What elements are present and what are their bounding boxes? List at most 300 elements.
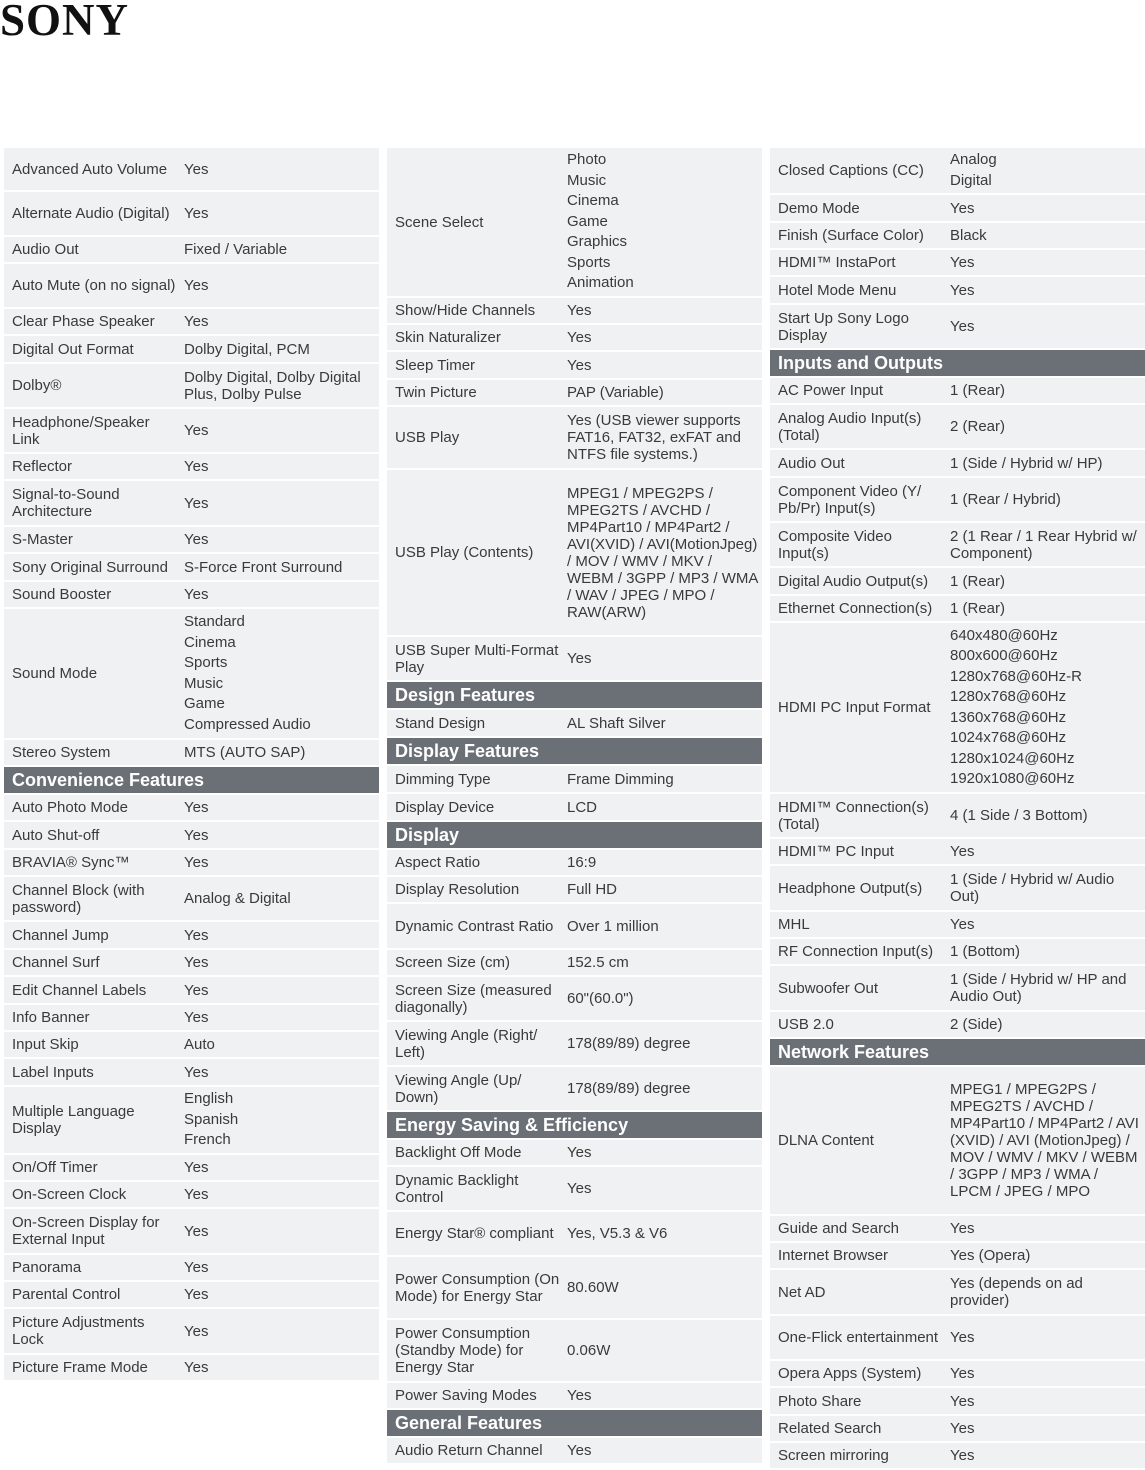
spec-row [770, 1316, 1145, 1361]
spec-value: Yes [184, 1286, 209, 1303]
spec-value-line: Digital [950, 171, 992, 189]
spec-label: USB Play [395, 429, 460, 446]
spec-row [4, 582, 379, 609]
spec-value: Dolby Digital, PCM [184, 340, 310, 358]
spec-label: Dynamic Contrast Ratio [395, 917, 554, 935]
spec-row [387, 407, 762, 470]
spec-label: Digital Audio Output(s) [778, 572, 929, 590]
spec-value: 16:9 [567, 854, 597, 871]
spec-row [387, 298, 762, 325]
spec-value: Yes [184, 160, 209, 178]
spec-label: Alternate Audio (Digital) [12, 205, 170, 222]
spec-value: Yes (USB viewer supports FAT16, FAT32, exFAT and NTFS file systems.) [567, 412, 741, 463]
spec-row [387, 1212, 762, 1257]
spec-value: Fixed / Variable [184, 241, 288, 258]
spec-label: Stand Design [395, 714, 486, 732]
spec-value: MTS (AUTO SAP) [184, 744, 306, 761]
spec-label: Advanced Auto Volume [12, 160, 168, 178]
spec-label: Related Search [778, 1420, 882, 1437]
spec-row [770, 794, 1145, 839]
section-header: Convenience Features [4, 767, 379, 795]
spec-row [770, 1388, 1145, 1416]
spec-label: On-Screen Display for External Input [12, 1214, 160, 1248]
spec-row [4, 1155, 379, 1182]
spec-value: Yes [184, 205, 209, 222]
spec-row [4, 309, 379, 336]
spec-value: Yes [184, 926, 209, 944]
spec-row [770, 405, 1145, 450]
spec-label: Info Banner [12, 1009, 90, 1026]
spec-value: Yes [184, 1063, 209, 1081]
spec-label: Opera Apps (System) [778, 1365, 922, 1382]
spec-label: Energy Star® compliant [395, 1225, 554, 1242]
spec-row [770, 568, 1145, 596]
spec-label: Sleep Timer [395, 356, 476, 374]
spec-label: HDMI™ Connection(s) (Total) [778, 798, 929, 833]
section-header: Design Features [387, 682, 762, 710]
spec-label: Finish (Surface Color) [778, 227, 924, 244]
spec-label: Dynamic Backlight Control [395, 1171, 519, 1206]
spec-value: Analog & Digital [184, 890, 291, 907]
sony-logo: SONY [0, 0, 130, 45]
spec-label: Display Resolution [395, 881, 520, 898]
spec-label: Sound Mode [12, 665, 98, 682]
spec-row [4, 1059, 379, 1087]
spec-row [387, 1257, 762, 1320]
spec-value: Frame Dimming [567, 770, 674, 788]
spec-value: Yes [567, 1144, 592, 1161]
spec-label: Backlight Off Mode [395, 1144, 522, 1161]
spec-row [770, 596, 1145, 623]
spec-value: Dolby Digital, Dolby Digital Plus, Dolby Pulse [184, 368, 361, 403]
spec-row [770, 378, 1145, 405]
spec-label: Auto Shut-off [12, 826, 100, 844]
spec-row [770, 148, 1145, 195]
spec-value-line: 1024x768@60Hz [950, 729, 1067, 746]
spec-value: Yes [184, 1259, 209, 1276]
spec-label: Power Consumption (Standby Mode) for Energy Star [395, 1325, 531, 1376]
spec-label: Composite Video Input(s) [778, 527, 892, 562]
spec-row [770, 866, 1145, 912]
spec-value: Yes [567, 302, 592, 319]
spec-label: Headphone Output(s) [778, 879, 923, 897]
spec-row [770, 912, 1145, 939]
spec-value: 80.60W [567, 1279, 619, 1296]
spec-value: Yes [567, 1442, 592, 1459]
spec-value-line: Standard [184, 613, 245, 630]
spec-label: Clear Phase Speaker [12, 313, 155, 330]
spec-value: 2 (Side) [950, 1016, 1003, 1033]
spec-row [4, 1087, 379, 1155]
spec-row [4, 1182, 379, 1209]
section-header: General Features [387, 1410, 762, 1438]
spec-row [387, 1438, 762, 1465]
spec-value: Yes [184, 313, 209, 330]
spec-row [387, 950, 762, 977]
spec-value-line: Cinema [184, 633, 236, 651]
spec-value: Yes [950, 1392, 975, 1410]
spec-label: Parental Control [12, 1286, 121, 1303]
spec-label: BRAVIA® Sync™ [12, 854, 130, 871]
spec-value: PAP (Variable) [567, 384, 664, 401]
spec-label: Audio Out [12, 241, 79, 258]
spec-row [4, 850, 379, 877]
spec-label: Channel Surf [12, 954, 100, 971]
section-header: Inputs and Outputs [770, 350, 1145, 378]
spec-row [770, 1243, 1145, 1270]
spec-value: S-Force Front Surround [184, 558, 343, 576]
spec-label: Start Up Sony Logo Display [778, 309, 909, 344]
spec-value: Black [950, 227, 987, 244]
spec-value-line: Sports [184, 654, 228, 671]
spec-label: Sony Original Surround [12, 558, 168, 576]
spec-label: Picture Adjustments Lock [12, 1314, 145, 1348]
spec-value: MPEG1 / MPEG2PS / MPEG2TS / AVCHD / MP4Part10 / MP4Part2 / AVI (XVID) / AVI (MotionJpeg) / MOV / WMV / MKV / WEBM / 3GPP / MP3 / WMA / LPCM / JPEG / MPO [950, 1081, 1139, 1200]
spec-value-line: Compressed Audio [184, 715, 311, 733]
spec-label: Panorama [12, 1259, 82, 1276]
spec-value: Yes [950, 281, 975, 299]
spec-row [4, 1355, 379, 1382]
spec-value: Yes [567, 650, 592, 667]
spec-value-line: Analog [950, 151, 997, 168]
spec-label: One-Flick entertainment [778, 1329, 939, 1346]
spec-row [387, 148, 762, 298]
spec-row [4, 922, 379, 950]
spec-row [770, 1270, 1145, 1316]
spec-row [770, 450, 1145, 478]
spec-label: Edit Channel Labels [12, 981, 147, 999]
spec-label: HDMI™ PC Input [778, 843, 894, 860]
spec-row [387, 850, 762, 877]
spec-value: 1 (Rear) [950, 600, 1006, 617]
spec-label: Show/Hide Channels [395, 302, 536, 319]
spec-row [4, 950, 379, 977]
spec-label: Reflector [12, 458, 73, 475]
spec-row [387, 380, 762, 407]
spec-label: Power Consumption (On Mode) for Energy Star [395, 1270, 560, 1305]
spec-row [4, 264, 379, 309]
spec-row [387, 1140, 762, 1167]
spec-value: Yes [184, 1159, 209, 1176]
spec-row [387, 637, 762, 682]
spec-label: Twin Picture [395, 384, 477, 401]
spec-value: Yes [950, 1365, 975, 1382]
section-header: Display Features [387, 738, 762, 766]
spec-label: Internet Browser [778, 1247, 889, 1264]
spec-row [4, 1255, 379, 1282]
spec-label: Viewing Angle (Right/ Left) [395, 1026, 538, 1061]
spec-value-line: 800x600@60Hz [950, 647, 1058, 664]
spec-row [770, 1416, 1145, 1443]
spec-label: Signal-to-Sound Architecture [12, 486, 120, 520]
spec-label: Screen Size (cm) [395, 954, 511, 971]
spec-value: Yes [184, 458, 209, 475]
spec-value: Yes [567, 329, 592, 346]
spec-value-line: 1280x768@60Hz-R [950, 667, 1082, 685]
spec-label: Scene Select [395, 213, 484, 231]
spec-label: Power Saving Modes [395, 1387, 537, 1404]
spec-row [770, 939, 1145, 966]
spec-value: Yes [184, 494, 209, 512]
spec-row [770, 195, 1145, 223]
spec-value: Yes [184, 422, 209, 439]
spec-row [4, 740, 379, 767]
spec-value: Yes [184, 531, 209, 548]
spec-value: 1 (Rear) [950, 382, 1006, 399]
spec-label: Screen mirroring [778, 1447, 889, 1464]
spec-row [387, 977, 762, 1022]
spec-value: Yes [950, 1447, 975, 1464]
spec-label: RF Connection Input(s) [778, 943, 934, 960]
spec-row [770, 523, 1145, 568]
spec-label: DLNA Content [778, 1132, 874, 1149]
spec-row [770, 478, 1145, 523]
spec-value-line: Music [184, 674, 224, 692]
spec-value: 1 (Side / Hybrid w/ Audio Out) [950, 871, 1115, 905]
spec-label: Aspect Ratio [395, 854, 481, 871]
spec-value: Yes [567, 1387, 592, 1404]
spec-label: Dolby® [12, 377, 62, 394]
spec-row [4, 237, 379, 264]
spec-value [184, 612, 379, 735]
spec-value: Yes [950, 254, 975, 271]
spec-row [4, 148, 379, 192]
spec-label: Closed Captions (CC) [778, 162, 924, 179]
spec-value: AL Shaft Silver [567, 714, 666, 732]
spec-label: Viewing Angle (Up/ Down) [395, 1071, 522, 1106]
spec-label: Channel Block (with password) [12, 881, 145, 916]
spec-row [4, 364, 379, 409]
spec-value-line: 1280x1024@60Hz [950, 749, 1075, 767]
spec-value: 1 (Rear / Hybrid) [950, 491, 1061, 508]
spec-value: Yes [950, 199, 975, 217]
spec-value: 1 (Side / Hybrid w/ HP and Audio Out) [950, 971, 1127, 1005]
spec-label: Stereo System [12, 744, 111, 761]
spec-value: Yes [950, 843, 975, 860]
spec-label: Audio Return Channel [395, 1442, 543, 1459]
spec-column-2 [387, 148, 762, 1465]
spec-value: Yes [184, 826, 209, 844]
spec-label: Display Device [395, 798, 495, 816]
spec-row [4, 1005, 379, 1032]
spec-value: 4 (1 Side / 3 Bottom) [950, 807, 1088, 824]
spec-label: USB 2.0 [778, 1016, 834, 1033]
spec-column-1 [4, 148, 379, 1382]
spec-value-line: 1920x1080@60Hz [950, 770, 1075, 787]
spec-value: 1 (Rear) [950, 572, 1006, 590]
spec-row [4, 481, 379, 527]
spec-value: Yes [184, 799, 209, 816]
spec-value: Yes [184, 1322, 209, 1340]
spec-value: 178(89/89) degree [567, 1080, 691, 1097]
spec-row [770, 1067, 1145, 1216]
spec-value: Full HD [567, 881, 618, 898]
spec-value-line: English [184, 1090, 234, 1108]
spec-label: MHL [778, 916, 810, 933]
spec-label: On/Off Timer [12, 1159, 98, 1176]
spec-row [387, 1022, 762, 1067]
spec-value: Yes [184, 1222, 209, 1240]
spec-label: Hotel Mode Menu [778, 281, 897, 299]
spec-row [770, 1216, 1145, 1243]
spec-value: Yes (Opera) [950, 1247, 1031, 1264]
spec-row [387, 710, 762, 738]
spec-value: Yes [567, 1180, 592, 1197]
spec-label: HDMI™ InstaPort [778, 254, 896, 271]
spec-row [4, 977, 379, 1005]
spec-value: Over 1 million [567, 917, 659, 935]
spec-label: Subwoofer Out [778, 979, 879, 997]
spec-label: Digital Out Format [12, 340, 134, 358]
spec-row [770, 223, 1145, 250]
spec-value: LCD [567, 798, 598, 816]
spec-label: Headphone/Speaker Link [12, 413, 150, 448]
spec-label: S-Master [12, 531, 73, 548]
spec-row [387, 1167, 762, 1212]
spec-label: Photo Share [778, 1392, 862, 1410]
spec-row [4, 1282, 379, 1309]
spec-row [770, 966, 1145, 1012]
spec-column-3 [770, 148, 1145, 1470]
spec-value-line: Graphics [567, 233, 628, 251]
spec-row [4, 877, 379, 922]
spec-row [387, 1067, 762, 1112]
spec-label: Skin Naturalizer [395, 329, 501, 346]
spec-row [770, 1361, 1145, 1388]
spec-label: Audio Out [778, 454, 845, 472]
spec-label: On-Screen Clock [12, 1186, 127, 1203]
spec-label: Input Skip [12, 1036, 79, 1053]
spec-value-line: Game [184, 695, 225, 712]
spec-value: Yes [184, 586, 209, 603]
spec-value: 2 (1 Rear / 1 Rear Hybrid w/ Component) [950, 527, 1137, 562]
spec-row [387, 352, 762, 380]
spec-value: 60"(60.0") [567, 990, 634, 1007]
spec-value-line: Cinema [567, 192, 619, 210]
section-header: Display [387, 822, 762, 850]
spec-row [770, 277, 1145, 305]
spec-value: 152.5 cm [567, 954, 629, 971]
spec-value: Yes [950, 1220, 975, 1237]
spec-label: Net AD [778, 1283, 826, 1301]
spec-label: Guide and Search [778, 1220, 899, 1237]
spec-row [387, 904, 762, 950]
spec-value: Yes [184, 1009, 209, 1026]
spec-row [770, 623, 1145, 794]
spec-label: Demo Mode [778, 199, 860, 217]
spec-value-line: French [184, 1131, 231, 1149]
spec-row [4, 454, 379, 481]
spec-value: Yes [950, 1420, 975, 1437]
spec-row [4, 554, 379, 582]
spec-value: Yes [184, 854, 209, 871]
spec-value: Yes [184, 277, 209, 294]
spec-row [770, 1012, 1145, 1039]
spec-row [387, 1320, 762, 1383]
spec-row [770, 305, 1145, 350]
spec-value: Auto [184, 1036, 215, 1053]
spec-value-line: 1360x768@60Hz [950, 708, 1067, 726]
spec-value: Yes [184, 981, 209, 999]
spec-label: AC Power Input [778, 382, 884, 399]
spec-label: Screen Size (measured diagonally) [395, 981, 552, 1016]
spec-value-line: 640x480@60Hz [950, 626, 1058, 644]
spec-value-line: 1280x768@60Hz [950, 688, 1067, 705]
spec-value-line: Game [567, 212, 608, 230]
spec-value-line: Sports [567, 253, 611, 271]
spec-label: Dimming Type [395, 770, 491, 788]
spec-row [4, 822, 379, 850]
spec-value [950, 150, 1145, 191]
spec-row [770, 250, 1145, 277]
spec-row [387, 325, 762, 352]
spec-value: MPEG1 / MPEG2PS / MPEG2TS / AVCHD / MP4Part10 / MP4Part2 / AVI(XVID) / AVI(MotionJpeg) / MOV / WMV / MKV / WEBM / 3GPP / MP3 / WMA / WAV / JPEG / MPO / RAW(ARW) [567, 484, 758, 621]
spec-value: 1 (Bottom) [950, 943, 1021, 960]
spec-value: Yes (depends on ad provider) [950, 1275, 1083, 1309]
spec-value: Yes [950, 318, 975, 335]
spec-row [4, 336, 379, 364]
spec-label: Auto Mute (on no signal) [12, 277, 176, 294]
spec-label: USB Super Multi-Format Play [395, 641, 559, 676]
spec-row [4, 609, 379, 740]
spec-value: Yes [184, 1186, 209, 1203]
spec-label: Channel Jump [12, 926, 109, 944]
spec-value [184, 1089, 379, 1151]
spec-value-line: Spanish [184, 1110, 239, 1128]
section-header: Network Features [770, 1039, 1145, 1067]
spec-value: Yes [950, 916, 975, 933]
spec-label: USB Play (Contents) [395, 544, 534, 561]
spec-row [770, 839, 1145, 866]
spec-value: Yes, V5.3 & V6 [567, 1225, 668, 1242]
spec-row [4, 1032, 379, 1059]
spec-label: Component Video (Y/ Pb/Pr) Input(s) [778, 482, 922, 517]
spec-row [387, 877, 762, 904]
spec-label: Auto Photo Mode [12, 799, 128, 816]
spec-value-line: Photo [567, 151, 607, 169]
spec-value: Yes [567, 356, 592, 374]
spec-row [387, 766, 762, 794]
spec-value-line: Animation [567, 274, 634, 292]
spec-row [387, 1383, 762, 1410]
spec-row [387, 794, 762, 822]
spec-row [770, 1443, 1145, 1470]
spec-value: 1 (Side / Hybrid w/ HP) [950, 454, 1103, 472]
spec-row [4, 409, 379, 454]
spec-label: Picture Frame Mode [12, 1359, 148, 1376]
section-header: Energy Saving & Efficiency [387, 1112, 762, 1140]
spec-value: 2 (Rear) [950, 418, 1006, 435]
spec-label: Ethernet Connection(s) [778, 600, 933, 617]
spec-value [567, 150, 762, 294]
spec-value [950, 626, 1145, 790]
spec-row [4, 1209, 379, 1255]
spec-value: Yes [950, 1329, 975, 1346]
spec-row [4, 192, 379, 237]
spec-row [4, 527, 379, 554]
spec-row [387, 470, 762, 637]
spec-label: Sound Booster [12, 586, 112, 603]
spec-row [4, 795, 379, 822]
spec-label: Analog Audio Input(s) (Total) [778, 409, 922, 444]
spec-value-line: Music [567, 171, 607, 189]
spec-label: Label Inputs [12, 1063, 94, 1081]
spec-value: 0.06W [567, 1342, 611, 1359]
spec-value: Yes [184, 954, 209, 971]
spec-row [4, 1309, 379, 1355]
spec-label: Multiple Language Display [12, 1103, 135, 1137]
spec-value: 178(89/89) degree [567, 1035, 691, 1052]
